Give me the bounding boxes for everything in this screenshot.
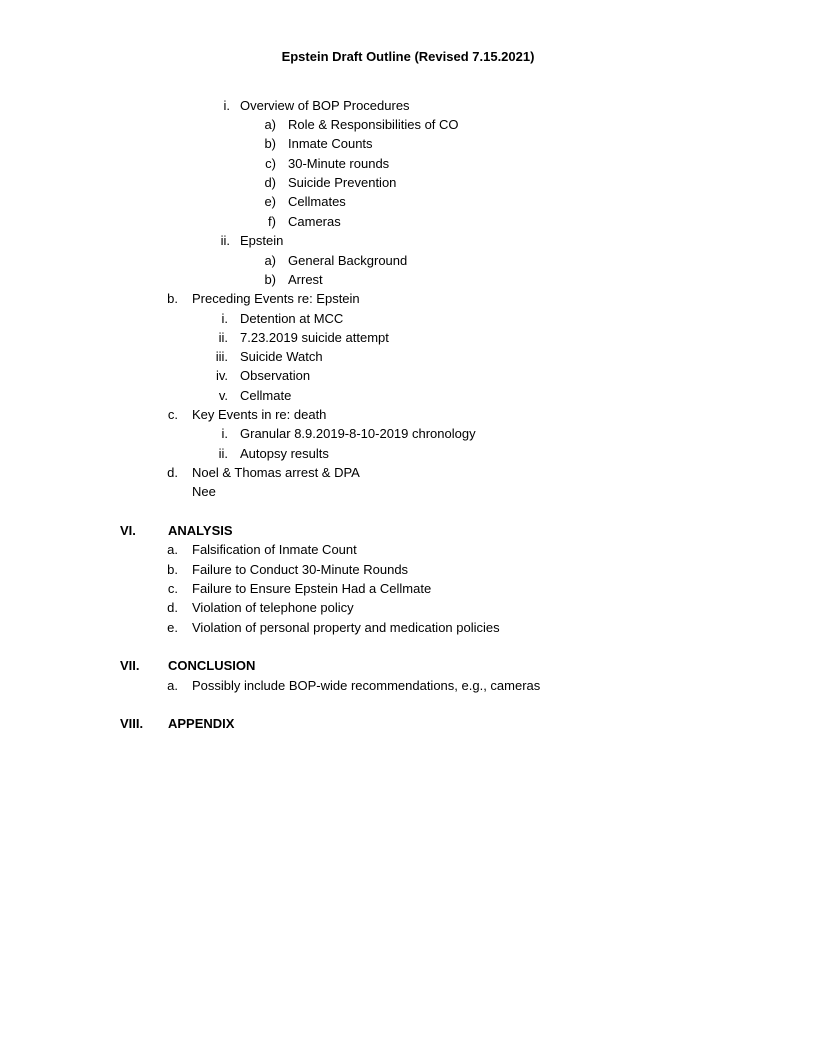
item-label: Preceding Events re: Epstein [192, 291, 360, 306]
item-label: 7.23.2019 suicide attempt [240, 330, 389, 345]
item-marker: f) [268, 214, 276, 229]
item-label: Inmate Counts [288, 136, 373, 151]
page-title: Epstein Draft Outline (Revised 7.15.2021) [281, 49, 535, 64]
item-label: Granular 8.9.2019-8-10-2019 chronology [240, 426, 476, 441]
item-marker: e) [264, 194, 276, 209]
item-label: Cellmate [240, 388, 292, 403]
item-marker: b. [167, 291, 178, 306]
item-marker: ii. [218, 330, 228, 345]
section-numeral: VII. [120, 658, 140, 673]
item-label: Role & Responsibilities of CO [288, 117, 459, 132]
item-label: General Background [288, 253, 408, 268]
item-marker: a. [167, 542, 178, 557]
item-label: Violation of personal property and medication policies [192, 620, 500, 635]
item-marker: c. [167, 407, 178, 422]
item-marker: i. [221, 426, 228, 441]
item-label: Cameras [288, 214, 341, 229]
item-label: Epstein [240, 233, 284, 248]
item-marker: i. [221, 311, 228, 326]
item-label: Detention at MCC [240, 311, 344, 326]
item-marker: iv. [215, 368, 228, 383]
section-heading: CONCLUSION [168, 658, 256, 673]
item-label: Observation [240, 368, 311, 383]
item-marker: i. [223, 98, 230, 113]
item-marker: d) [264, 175, 276, 190]
item-marker: d. [167, 465, 178, 480]
item-marker: a) [264, 253, 276, 268]
item-marker: c) [265, 156, 276, 171]
section-numeral: VIII. [120, 716, 144, 731]
item-marker: a) [264, 117, 276, 132]
item-marker: ii. [218, 446, 228, 461]
item-label: Key Events in re: death [192, 407, 327, 422]
item-marker: b) [264, 272, 276, 287]
item-label: Failure to Ensure Epstein Had a Cellmate [192, 581, 432, 596]
item-marker: c. [167, 581, 178, 596]
item-marker: d. [167, 600, 178, 615]
section-numeral: VI. [120, 523, 136, 538]
item-marker: a. [167, 678, 178, 693]
item-label: Arrest [288, 272, 323, 287]
item-label: Violation of telephone policy [192, 600, 354, 615]
note-text: Nee [192, 484, 216, 499]
item-label: Noel & Thomas arrest & DPA [192, 465, 360, 480]
item-label: Suicide Prevention [288, 175, 397, 190]
item-label: Possibly include BOP-wide recommendations, e.g., cameras [192, 678, 541, 693]
item-marker: b. [167, 562, 178, 577]
item-label: Autopsy results [240, 446, 329, 461]
item-marker: v. [218, 388, 228, 403]
item-marker: b) [264, 136, 276, 151]
section-heading: ANALYSIS [168, 523, 233, 538]
item-label: Overview of BOP Procedures [240, 98, 410, 113]
item-marker: ii. [220, 233, 230, 248]
item-label: Cellmates [288, 194, 346, 209]
item-label: 30-Minute rounds [288, 156, 390, 171]
section-heading: APPENDIX [168, 716, 235, 731]
item-label: Falsification of Inmate Count [192, 542, 357, 557]
item-marker: iii. [215, 349, 228, 364]
item-label: Failure to Conduct 30-Minute Rounds [192, 562, 409, 577]
item-marker: e. [167, 620, 178, 635]
item-label: Suicide Watch [240, 349, 323, 364]
